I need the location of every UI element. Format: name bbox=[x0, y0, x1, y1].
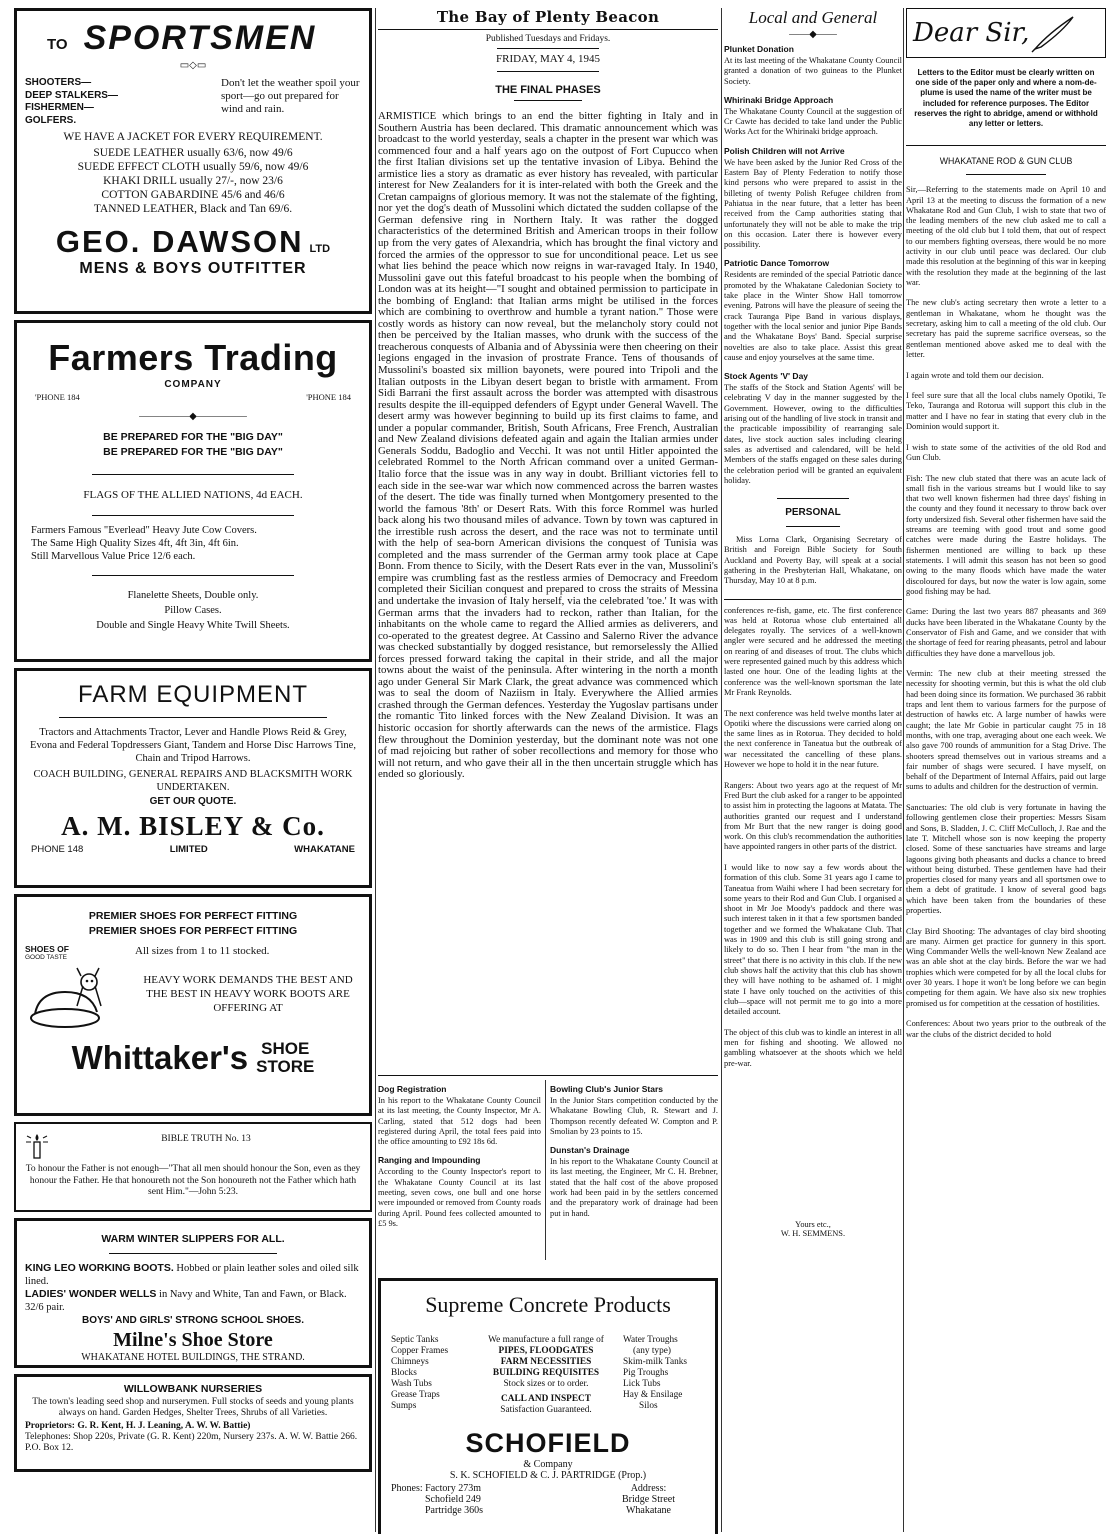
jacket-tagline: WE HAVE A JACKET FOR EVERY REQUIREMENT. bbox=[63, 131, 323, 143]
news-body: In his report to the Whakatane County Council at its last meeting, the County Inspector, Mr A. Carling, stated that 512 dogs had been registered during April, the total fees paid into the office amounting to £92 18s 6d. bbox=[378, 1096, 541, 1147]
phone-line: Phones: Factory 273m bbox=[391, 1483, 481, 1494]
price-item: SUEDE LEATHER usually 63/6, now 49/6 bbox=[93, 147, 293, 159]
shoe-label: SHOE bbox=[261, 1039, 310, 1058]
milnes-address: WHAKATANE HOTEL BUILDINGS, THE STRAND. bbox=[81, 1352, 305, 1363]
store-label: STORE bbox=[256, 1057, 315, 1076]
whittakers-name: Whittaker's bbox=[71, 1039, 249, 1076]
milnes-name: Milne's Shoe Store bbox=[113, 1329, 273, 1351]
bible-truth-advert bbox=[14, 1122, 372, 1212]
letters-notice: Letters to the Editor must be clearly written on one side of the paper only and where a nom-de-plume is used the name of the writer must be included for reference purposes. The Editor reserves the right to abridge, amend or withhold any letter or letters. bbox=[914, 68, 1098, 129]
willowbank-title: WILLOWBANK NURSERIES bbox=[123, 1383, 263, 1395]
product-item: Grease Traps bbox=[391, 1390, 440, 1400]
premier-line: PREMIER SHOES FOR PERFECT FITTING bbox=[88, 925, 298, 937]
list-item: FISHERMEN— bbox=[25, 102, 94, 113]
bible-title: BIBLE TRUTH No. 13 bbox=[161, 1134, 251, 1144]
quill-pen-icon bbox=[1029, 13, 1079, 53]
schofield-name: SCHOFIELD bbox=[465, 1428, 631, 1458]
sportsmen-advert bbox=[14, 8, 372, 314]
advert-column bbox=[14, 8, 372, 1534]
willowbank-telephones: Telephones: Shop 220s, Private (G. R. Kent) 220m, Nursery 237s. A. W. W. Battie 266. P.O. Box 12. bbox=[25, 1432, 358, 1453]
letter-body: Sir,—Referring to the statements made on April 10 and April 13 at the meeting to discuss the formation of a new Whakatane Rod and Gun Club, I wish to state that two of the leading members of the new club asked me to call a meeting of the old club but I told them, that out of respect to our members fighting overseas, there would be no more activity in our club until peace was declared. Our club made this resolution at the beginning of this war in keeping with the resolution they made at the beginning of the last war. The new club's acting secretary then wrote a letter to a gentleman in Whakatane, whom he thought was the secretary, asking him to call a meeting of the old club. Our secretary has paid the supreme sacrifice overseas, so the gentleman mentioned above asked me to deal with the letter. I again wrote and told them our decision. I feel sure sure that all the local clubs namely Opotiki, Te Teko, Tauranga and Rotorua will support this club in the matter and I have no fear in stating that every club in the Dominion would support it. I wish to state some of the activities of the old Rod and Gun Club. Fish: The new club stated that there was an acute lack of small fish in the various streams but I would like to say that two well known fishermen had three days' fishing in the county and they found it necessary to throw back over forty undersized fish. Several other fishermen have said the streams are teeming with good trout and some good catches were made during the Eastre holidays. The fishermen mentioned are willing to back up these statements. I will admit this season has not been so good owing to the many floods which have made the water discoloured for days, but now the water is low again, some good fishing may be had. Game: During the last two years 887 pheasants and 369 ducks have been liberated in the Whakatane County by the Conservator of Fish and Game, and we consider that with the shortage of feed for rearing pheasants, petrol and labour difficulties they have done a marvellous job. Vermin: The new club at their meeting stressed the necessity for shooting vermin, but this is what the old club had been doing since its formation. We purchased 36 rabbit traps and lent them to various farmers for the purpose of destruction of hawks etc. A large number of hawks were caught; the late Mr Gobie in particular caught 75 in 18 months, with one trap, averaging about one each week. We also gave 700 rounds of ammunition for a Stag Drive. The shooters spread themselves out in various streams and a fair number of shags were secured. I have myself, on behalf of the Department of Internal Affairs, paid out large sums to adults and children for the destruction of vermin. Sanctuaries: The old club is very fortunate in having the following gentlemen close their properties: Messrs Sisam and Sons, B. Sladden, J. C. Cliff McCulloch, J. Rae and the late T. Mitchell whose son is now keeping the property closed. Some of these sanctuaries have streams and large lagoons giving both pheasants and ducks a chance to breed without being disturbed. These gentlemen have had their properties closed for many years and all sportsmen owe to them a debt of gratitude. I know of several good bags which have been taken from the boundaries of these properties. Clay Bird Shooting: The advantages of clay bird shooting are many. Airmen get practice for gunnery in this sport. Wing Commander Wells the well-known New Zealand ace was an able shot at the clay birds. Before the war we had trophies which were competed for by all the local clubs for over 30 years. I hope it won't be long before we can begin competing for them again. We have also six new trophies promised us for competition at the cessation of hostilities. Conferences: About two years prior to the outbreak of the war the clubs of the district decided to hold bbox=[906, 185, 1106, 1039]
title-ornament: ——◆—— bbox=[789, 29, 837, 40]
outfitter-label: MENS & BOYS OUTFITTER bbox=[79, 260, 307, 277]
editorial-body: ARMISTICE which brings to an end the bitter fighting in Italy and in Southern Austria has been declared. This dramatic announcement which was broadcast to the world yesterday, seals a chapter in the present war which was commenced four and a half years ago on the outpost of Fort Cupucco when the first Italian divisions set up the tentative invasion of Libya. Behind the armistice lies a story as dramatic as ever history has revealed, with particular interest for New Zealanders for it is inter-related with both the Greek and the Cretan campaigns of glorious memory. It was not the stalemate of the fighting, nor yet the dog's death of Mussolini which dictated the sudden collapse of the German defensive ring in Northern Italy. It was rather the dogged characteristics of the determined British and American troops in their follow up from the very gates of Alexandria, which has brought the final victory and forced the armies of the oppressor to sue for unconditional peace. Let us see what lies behind the peace which now reigns in war-ravaged Italy. In 1940, Mussolini gave out this fateful broadcast to his people when the bombing of London was at its height—"I sought and obtained permission to participate in the bombing of England: that Italian arms might be utilised in the forces which are combining to overthrow and humble a tyrant nation." Those were costly words as history can now reveal, but the melancholy story could not then be perceived by the Italian masses, who drunk with the success of the treacherous conquests of Albania and of Abyssinia were then cheering on their legions engaged in the invasion of prostrate France. Tens of thousands of Mussolini's boasted six million bayonets, were poured into Tripoli and the Italian outposts in the Libyan desert began to bristle with armament. From Sidi Barrani the first assault across the border was attempted with disastrous results despite the ill-equipped defenders of Egypt under General Wavell. The desert army was however beginning to build up its first claims to fame, and under a popular commander, British, South Africans, Free French, Australian and New Zealand divisions defeated again and again the Italian armies under Generals Soddu, Badoglio and Vecchi. It was not until Hitler appointed the celebrated Rommel to the North African command over a united German-Italio force that the issue was in any way in doubt. Brilliant victories fell to each side in the see-war war which now commenced across the barren wastes of the desert. The tide was finally turned when Montgomery presented to the world the famous '8th' or Desert Rats. With this force Rommel was hurled back along his two thousand miles of advance. Town by town was captured in the irrestible rush across the desert, and the race was not to terminate until with the help of sea-born American divisions the conquest of Tunisia was completed and the mass surrender of the German army took place at Cape Bonn. From thence to Sicily, with the Desert Rats ever in the van, Mussolini's empire was crumbling fast as the restless armies of Democracy and Freedom completed their Sicilian conquest and prepared to cross the straits of Messina and undertake the invasion of Italy herself, via the celebrated 'toe.' It was with German arms that the invaders had to reckon, rather than Italian, for the inhabitants on the whole came to regard the Allied armies as deliverers, and co-operated to the greatest degree. At Cassino and Salerno River the advance was checked substantially by dogged resistance, but remorselessly the Allied forces pressed forward taking the capital in their stride, and all the major towns about the waist of the peninsula. After wintering in the north a month ago under General Sir Mark Clark, the great advance was commenced which was to seal the doom of Naziism in Italy. Everywhere the Allied armies crashed through the German defences. Yesterday the Yugoslav partisans under the romantic Tito linked forces with the New Zealand Division. It was an historic occasion for shortly afterwards can the news of the armistice. Flags flew throughout the Dominion yesterday, but the dominant note was not one of mad rejoicing but rather of sober recollections and memory for those who will not return, and who gave their all in the then uncertain struggle which has ended so gloriously. bbox=[378, 111, 718, 781]
news-heading: Polish Children will not Arrive bbox=[724, 145, 845, 156]
address-line: Whakatane bbox=[625, 1505, 671, 1516]
column-rule bbox=[903, 8, 904, 1532]
mid-line: FARM NECESSITIES bbox=[500, 1357, 592, 1367]
phone-line: Partridge 360s bbox=[425, 1505, 484, 1516]
column-rule bbox=[375, 8, 376, 1532]
sheets-line: Double and Single Heavy White Twill Sheets. bbox=[96, 620, 290, 631]
price-item: COTTON GABARDINE 45/6 and 46/6 bbox=[101, 189, 285, 201]
mid-line: We manufacture a full range of bbox=[488, 1335, 604, 1345]
product-item: Water Troughs bbox=[623, 1335, 678, 1345]
school-shoes: BOYS' AND GIRLS' STRONG SCHOOL SHOES. bbox=[81, 1315, 304, 1326]
news-body: The staffs of the Stock and Station Agents' will be celebrating V day in the manner suggested by the Government. However, owing to the difficulties arising out of the handling of live stock in transit and the practicable impossibility of rearranging sale dates, live stock auction sales including clearing sales as advertised and calendared, will be held. Members of the staffs engaged on these sales during the celebration period will be granted an equivalent holiday. bbox=[724, 383, 902, 485]
bisley-phone: PHONE 148 bbox=[31, 844, 84, 855]
news-body: At its last meeting of the Whakatane County Council granted a donation of two guineas to the Plunket Society. bbox=[724, 56, 902, 86]
news-body: In his report to the Whakatane County Council at its last meeting, the Engineer, Mr C. H. Brebner, stated that the half cost of the above proposed work had been paid in by the settlers concerned and the preparatory work of drainage had been put in hand. bbox=[550, 1157, 718, 1218]
news-body: We have been asked by the Junior Red Cross of the Eastern Bay of Plenty Federation to notify those kind persons who were prepared to assist in the billeting of twenty Polish Refugee children from Pahiatua in the near future, that a letter has been received from the Camp authorities stating that unfortunately they will not be able to make the trip on this occasion. Later there is however every possibility. bbox=[724, 157, 902, 250]
product-item: Wash Tubs bbox=[391, 1379, 432, 1389]
willowbank-body: The town's leading seed shop and nurserymen. Full stocks of seeds and young plants always on hand. Garden Hedges, Shelter Trees, Shrubs of all Varieties. bbox=[32, 1397, 354, 1418]
farmers-title: Farmers Trading bbox=[48, 337, 338, 378]
product-item: Copper Frames bbox=[391, 1346, 449, 1356]
product-item: Blocks bbox=[391, 1368, 417, 1378]
sportsmen-list bbox=[25, 77, 195, 127]
sizes-line: All sizes from 1 to 11 stocked. bbox=[135, 945, 270, 957]
list-item: DEEP STALKERS— bbox=[25, 89, 118, 101]
news-heading: Bowling Club's Junior Stars bbox=[550, 1084, 664, 1094]
news-heading: Dog Registration bbox=[378, 1084, 447, 1094]
sportsmen-title: SPORTSMEN bbox=[83, 19, 317, 57]
price-item: SUEDE EFFECT CLOTH usually 59/6, now 49/6 bbox=[77, 161, 309, 173]
dear-sir-banner bbox=[906, 8, 1106, 58]
phone-right: 'PHONE 184 bbox=[306, 392, 351, 402]
coach-building: COACH BUILDING, GENERAL REPAIRS AND BLACKSMITH WORK UNDERTAKEN. bbox=[33, 769, 353, 793]
list-item: GOLFERS. bbox=[25, 114, 77, 126]
news-heading: Plunket Donation bbox=[724, 44, 794, 54]
schofield-advert bbox=[378, 1278, 718, 1534]
covers-line: Farmers Famous "Everlead" Heavy Jute Cow Covers. bbox=[31, 525, 257, 536]
big-day-line: BE PREPARED FOR THE "BIG DAY" bbox=[103, 431, 283, 443]
published-line: Published Tuesdays and Fridays. bbox=[485, 34, 611, 44]
company-label: COMPANY bbox=[164, 379, 222, 390]
letters-column bbox=[906, 8, 1106, 1534]
limited-label: LIMITED bbox=[169, 844, 208, 855]
cow-covers bbox=[25, 524, 361, 563]
news-heading: Ranging and Impounding bbox=[378, 1155, 481, 1166]
product-item: Lick Tubs bbox=[623, 1379, 661, 1389]
product-item: Hay & Ensilage bbox=[623, 1390, 683, 1400]
ladies-detail: in Navy and White, Tan and Fawn, or Black. 32/6 pair. bbox=[25, 1289, 347, 1313]
big-day-line: BE PREPARED FOR THE "BIG DAY" bbox=[103, 446, 283, 458]
personal-body: Miss Lorna Clark, Organising Secretary of British and Foreign Bible Society for South Auckland and Poverty Bay, will speak at a social gathering in the Presbyterian Hall, Whakatane, on Thursday, May 10 at 8 p.m. bbox=[724, 535, 902, 586]
personal-title: PERSONAL bbox=[785, 507, 841, 519]
products-right bbox=[623, 1335, 705, 1416]
mid-line: BUILDING REQUISITES bbox=[492, 1368, 600, 1378]
premier-line: PREMIER SHOES FOR PERFECT FITTING bbox=[88, 910, 298, 922]
price-item: KHAKI DRILL usually 27/-, now 23/6 bbox=[103, 175, 283, 187]
willowbank-proprietors: Proprietors: G. R. Kent, H. J. Leaning, A. W. W. Battie) bbox=[25, 1421, 251, 1431]
farm-equipment-advert bbox=[14, 668, 372, 888]
news-heading: Stock Agents 'V' Day bbox=[724, 371, 809, 382]
news-body: Residents are reminded of the special Patriotic dance promoted by the Whakatane Caledonian Society to take place in the Winter Show Hall tomorrow evening. Patrons will have the pleasure of seeing the crack Tauranga Pipe Band in various displays, together with the local senior and junior Pipe Bands and the Whakatane Boys' Band. Special surprise novelties are also to take place. Assist this great cause and enjoy yourselves at the same time. bbox=[724, 270, 902, 362]
concrete-title: Supreme Concrete Products bbox=[425, 1292, 671, 1317]
equipment-list: Tractors and Attachments Tractor, Lever and Handle Plows Reid & Grey, Evona and Federal Topdressers Giant, Tandem and Horse Disc Harrows Tine, Chain and Tripod Harrows. bbox=[30, 727, 356, 764]
phone-left: 'PHONE 184 bbox=[35, 392, 80, 402]
product-item: Septic Tanks bbox=[391, 1335, 439, 1345]
king-leo: KING LEO WORKING BOOTS. bbox=[25, 1262, 174, 1274]
products-left bbox=[391, 1335, 469, 1416]
dawson-name: GEO. DAWSON bbox=[55, 224, 304, 259]
product-item: Sumps bbox=[391, 1401, 417, 1411]
news-body: According to the County Inspector's report to the Whakatane County Council at its last meeting, seven cows, one bull and one horse were impounded or removed from County roads during April. Pound fees collected amounted to £5 9s. bbox=[378, 1167, 541, 1228]
chain-ornament: ▭◇▭ bbox=[179, 60, 207, 71]
covers-line: The Same High Quality Sizes 4ft, 4ft 3in, 4ft 6in. bbox=[31, 538, 239, 549]
shoes-of-label: SHOES OF bbox=[25, 944, 69, 954]
local-general-column bbox=[724, 8, 902, 1534]
product-item: Pig Troughs bbox=[623, 1368, 669, 1378]
list-item: SHOOTERS— bbox=[25, 77, 92, 88]
mid-line: CALL AND INSPECT bbox=[501, 1394, 591, 1404]
issue-date: FRIDAY, MAY 4, 1945 bbox=[495, 53, 601, 65]
masthead-title: The Bay of Plenty Beacon bbox=[436, 8, 660, 26]
milnes-advert bbox=[14, 1218, 372, 1368]
mid-line: Satisfaction Guaranteed. bbox=[500, 1405, 592, 1415]
sheets-line: Pillow Cases. bbox=[164, 605, 222, 616]
address-line: Bridge Street bbox=[621, 1494, 675, 1505]
price-item: TANNED LEATHER, Black and Tan 69/6. bbox=[93, 203, 293, 215]
news-heading: Patriotic Dance Tomorrow bbox=[724, 258, 830, 269]
product-item: Silos bbox=[639, 1401, 658, 1411]
address-line: Address: bbox=[630, 1483, 667, 1494]
column-rule bbox=[721, 8, 722, 1532]
editorial-title: THE FINAL PHASES bbox=[495, 84, 601, 96]
mid-line: PIPES, FLOODGATES bbox=[498, 1346, 594, 1356]
bisley-name: A. M. BISLEY & Co. bbox=[61, 811, 325, 841]
yours-line: Yours etc., bbox=[795, 1219, 831, 1229]
farm-equipment-title: FARM EQUIPMENT bbox=[77, 681, 308, 708]
phone-line: Schofield 249 bbox=[425, 1494, 481, 1505]
local-title: Local and General bbox=[748, 8, 878, 27]
farmers-trading-advert bbox=[14, 320, 372, 662]
bible-text: To honour the Father is not enough—"That all men should honour the Son, even as they honour the Father. He that honoureth not the Son honoureth not the Father which hath sent Him."—John 5:23. bbox=[25, 1164, 361, 1197]
signature: W. H. SEMMENS. bbox=[780, 1228, 846, 1238]
editorial-column bbox=[378, 8, 718, 1534]
divider-ornament: —————◆————— bbox=[139, 411, 247, 422]
heavy-work-text: HEAVY WORK DEMANDS THE BEST AND THE BEST IN HEAVY WORK BOOTS ARE OFFERING AT bbox=[143, 974, 353, 1014]
schofield-company: & Company bbox=[523, 1459, 573, 1470]
weather-text: Don't let the weather spoil your sport—go out prepared for wind and rain. bbox=[221, 77, 360, 115]
short-news bbox=[378, 1080, 718, 1260]
willowbank-advert bbox=[14, 1374, 372, 1472]
candle-icon bbox=[24, 1130, 50, 1160]
dog-shoe-illustration bbox=[25, 962, 125, 1032]
letter-continued: conferences re-fish, game, etc. The first conference was held at Rotorua whose club entertained all delegates royally. The services of a well-known angler were secured and he addressed the meeting on rearing of and diseases of trout. The clubs which were represented gained much by this address which lasted one hour. One of the leading lights at the conference was the well-known sportsman the late Mr Frank Reynolds. The next conference was held twelve months later at Opotiki where the discussions were carried along on the same lines as in Rotorua. They decided to hold the next conference in Taneatua but the outbreak of war necessitated the cancelling of these plans. However we hope to hold it in the near future. Rangers: About two years ago at the request of Mr Fred Burt the club asked for a ranger to be appointed to assist him in protecting the lagoons at Matata. The authorities granted our request and I understand from Mr Burt that the new ranger is doing good work. On this club's recommendation the authorities have appointed rangers in other parts of the district. I would like to now say a few words about the formation of this club. Some 31 years ago I came to Taneatua from Waihi where I had been secretary for some years to their Rod and Gun Club. I organised a shoot in Mr Joe Moody's paddock and there was such interest taken in it that a few sportsmen banded together and we formed the Whakatane Club. That was in 1909 and this club is still going strong and likely to do so. Then I hear from "the man in the street" that there is no activity in this club. If the new club shows half the activity that this club has shown they will have nothing to be ashamed of. I might state I have only touched on the activities of this club—space will not permit me to go into a more detailed account. The object of this club was to kindle an interest in all men for fishing and shooting. We allowed no gambling whatsoever at the shoots which we held pre-war. bbox=[724, 605, 902, 1068]
products-mid bbox=[486, 1335, 606, 1416]
product-item: (any type) bbox=[633, 1346, 671, 1356]
news-heading: Whirinaki Bridge Approach bbox=[724, 94, 834, 105]
letter-heading: WHAKATANE ROD & GUN CLUB bbox=[939, 156, 1073, 167]
ladies-wells: LADIES' WONDER WELLS bbox=[25, 1288, 157, 1300]
mid-line: Stock sizes or to order. bbox=[503, 1379, 589, 1389]
flags-line: FLAGS OF THE ALLIED NATIONS, 4d EACH. bbox=[83, 489, 303, 501]
schofield-partners: S. K. SCHOFIELD & C. J. PARTRIDGE (Prop.) bbox=[449, 1470, 647, 1481]
whittakers-advert bbox=[14, 894, 372, 1116]
quote-label: GET OUR QUOTE. bbox=[149, 796, 237, 807]
price-list bbox=[25, 146, 361, 216]
dear-sir-text: Dear Sir, bbox=[913, 18, 1030, 48]
news-body: In the Junior Stars competition conducted by the Whakatane Bowling Club, R. Stewart and J. Thompson recently defeated W. Compton and P. Smolian by 23 points to 15. bbox=[550, 1096, 718, 1136]
sheets-line: Flanelette Sheets, Double only. bbox=[127, 590, 259, 601]
good-taste-label: GOOD TASTE bbox=[25, 954, 68, 961]
slippers-title: WARM WINTER SLIPPERS FOR ALL. bbox=[101, 1233, 285, 1245]
town-label: WHAKATANE bbox=[294, 844, 355, 855]
to-label: TO bbox=[47, 36, 68, 53]
product-item: Skim-milk Tanks bbox=[623, 1357, 688, 1367]
king-leo-detail: Hobbed or plain leather soles and oiled silk lined. bbox=[25, 1263, 359, 1287]
ltd-label: LTD bbox=[309, 243, 331, 255]
news-body: The Whakatane County Council at the suggestion of Cr Cawte has decided to take land under the Public Works Act for the Whirinaki bridge approach. bbox=[724, 106, 902, 137]
news-heading: Dunstan's Drainage bbox=[550, 1145, 630, 1156]
product-item: Chimneys bbox=[391, 1357, 429, 1367]
covers-line: Still Marvellous Value Price 12/6 each. bbox=[31, 551, 196, 562]
sheets bbox=[25, 588, 361, 633]
